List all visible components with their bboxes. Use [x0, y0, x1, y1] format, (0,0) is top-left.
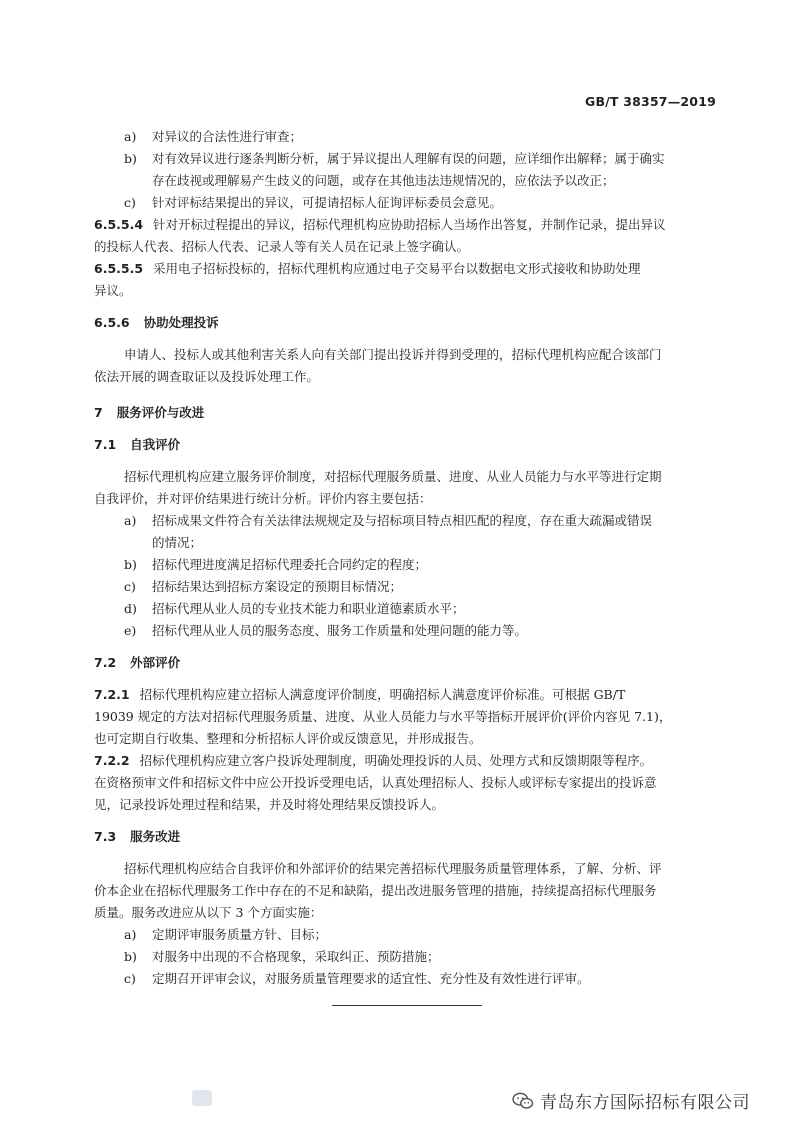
- clause-text: 异议。: [94, 283, 132, 298]
- list-item-continuation: 存在歧视或理解易产生歧义的问题，或存在其他违法违规情况的，应依法予以改正；: [152, 173, 615, 188]
- list-item: a) 对异议的合法性进行审查；: [124, 129, 303, 144]
- clause-7-2-2: 7.2.2 招标代理机构应建立客户投诉处理制度，明确处理投诉的人员、处理方式和反馈期限等程序。: [94, 753, 653, 768]
- section-heading-7-2: 7.2 外部评价: [94, 655, 181, 670]
- watermark-logo: [192, 1090, 212, 1106]
- list-item: b) 对服务中出现的不合格现象，采取纠正、预防措施；: [124, 949, 440, 964]
- section-heading-6-5-6: 6.5.6 协助处理投诉: [94, 315, 219, 330]
- list-item: e) 招标代理从业人员的服务态度、服务工作质量和处理问题的能力等。: [124, 623, 528, 638]
- list-item: b) 对有效异议进行逐条判断分析，属于异议提出人理解有误的问题，应详细作出解释；属于确实: [124, 151, 665, 166]
- clause-text: 的投标人代表、招标人代表、记录人等有关人员在记录上签字确认。: [94, 239, 470, 254]
- paragraph: 自我评价，并对评价结果进行统计分析。评价内容主要包括：: [94, 491, 432, 506]
- list-item: c) 定期召开评审会议，对服务质量管理要求的适宜性、充分性及有效性进行评审。: [124, 971, 590, 986]
- clause-text: 19039 规定的方法对招标代理服务质量、进度、从业人员能力与水平等指标开展评价(评价内容见 7.1)，: [94, 709, 672, 724]
- clause-text: 也可定期自行收集、整理和分析招标人评价或反馈意见，并形成报告。: [94, 731, 482, 746]
- wechat-icon: [512, 1092, 534, 1110]
- clause-7-2-1: 7.2.1 招标代理机构应建立招标人满意度评价制度，明确招标人满意度评价标准。可根据 GB/T: [94, 687, 626, 702]
- section-heading-7-3: 7.3 服务改进: [94, 829, 181, 844]
- section-heading-7: 7 服务评价与改进: [94, 405, 205, 420]
- clause-text: 见，记录投诉处理过程和结果，并及时将处理结果反馈投诉人。: [94, 797, 445, 812]
- paragraph: 招标代理机构应建立服务评价制度，对招标代理服务质量、进度、从业人员能力与水平等进行定期: [124, 469, 662, 484]
- list-item: a) 定期评审服务质量方针、目标；: [124, 927, 328, 942]
- end-rule: [332, 1005, 482, 1006]
- paragraph: 价本企业在招标代理服务工作中存在的不足和缺陷，提出改进服务管理的措施，持续提高招标代理服务: [94, 883, 657, 898]
- paragraph: 招标代理机构应结合自我评价和外部评价的结果完善招标代理服务质量管理体系，了解、分析、评: [124, 861, 662, 876]
- paragraph: 依法开展的调查取证以及投诉处理工作。: [94, 369, 320, 384]
- list-item: c) 针对评标结果提出的异议，可提请招标人征询评标委员会意见。: [124, 195, 503, 210]
- list-item: b) 招标代理进度满足招标代理委托合同约定的程度；: [124, 557, 428, 572]
- list-item-continuation: 的情况；: [152, 535, 203, 550]
- company-name: 青岛东方国际招标有限公司: [540, 1093, 750, 1113]
- paragraph: 申请人、投标人或其他利害关系人向有关部门提出投诉并得到受理的，招标代理机构应配合该部门: [124, 347, 662, 362]
- footer-brand: [512, 1088, 750, 1113]
- paragraph: 质量。服务改进应从以下 3 个方面实施：: [94, 905, 323, 920]
- clause-text: 在资格预审文件和招标文件中应公开投诉受理电话，认真处理招标人、投标人或评标专家提出的投诉意: [94, 775, 657, 790]
- document-body: [94, 126, 708, 990]
- standard-number: GB/T 38357—2019: [584, 94, 716, 109]
- list-item: c) 招标结果达到招标方案设定的预期目标情况；: [124, 579, 403, 594]
- clause-6-5-5-5: 6.5.5.5 采用电子招标投标的，招标代理机构应通过电子交易平台以数据电文形式接收和协助处理: [94, 261, 641, 276]
- list-item: d) 招标代理从业人员的专业技术能力和职业道德素质水平；: [124, 601, 465, 616]
- list-item: a) 招标成果文件符合有关法律法规规定及与招标项目特点相匹配的程度，存在重大疏漏或错误: [124, 513, 653, 528]
- clause-6-5-5-4: 6.5.5.4 针对开标过程提出的异议，招标代理机构应协助招标人当场作出答复，并制作记录，提出异议: [94, 217, 666, 232]
- section-heading-7-1: 7.1 自我评价: [94, 437, 181, 452]
